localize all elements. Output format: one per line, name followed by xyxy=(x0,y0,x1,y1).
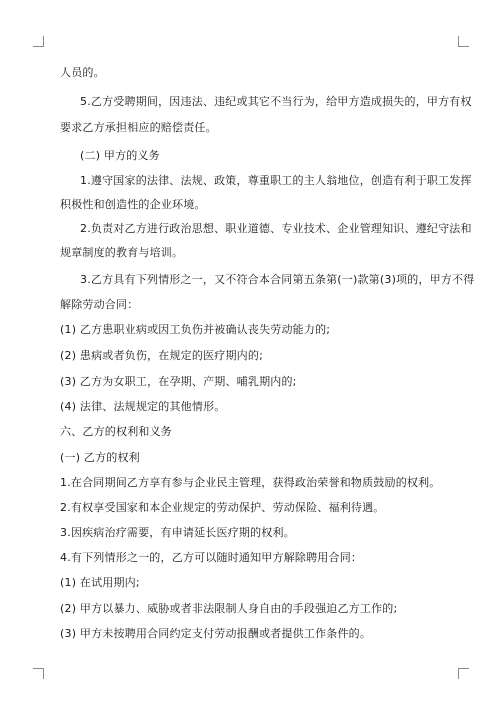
crop-mark-bottom-right xyxy=(458,668,469,679)
crop-mark-bottom-left xyxy=(33,668,44,679)
list-item: (2) 患病或者负伤，在规定的医疗期内的; xyxy=(60,349,263,362)
text-line: 要求乙方承担相应的赔偿责任。 xyxy=(60,121,217,134)
list-item: (4) 法律、法规规定的其他情形。 xyxy=(60,400,226,413)
crop-mark-top-right xyxy=(458,36,469,47)
paragraph-line: 1.遵守国家的法律、法规、政策，尊重职工的主人翁地位，创造有利于职工发挥 xyxy=(80,174,472,187)
list-item: (3) 乙方为女职工，在孕期、产期、哺乳期内的; xyxy=(60,375,297,388)
list-item: (3) 甲方未按聘用合同约定支付劳动报酬或者提供工作条件的。 xyxy=(60,627,372,640)
paragraph-line: 1.在合同期间乙方享有参与企业民主管理，获得政治荣誉和物质鼓励的权利。 xyxy=(60,476,441,489)
text-line: 规章制度的教育与培训。 xyxy=(60,246,184,259)
text-line: 积极性和创造性的企业环境。 xyxy=(60,198,206,211)
list-item: (2) 甲方以暴力、威胁或者非法限制人身自由的手段强迫乙方工作的; xyxy=(60,602,398,615)
paragraph-line: 2.负责对乙方进行政治思想、职业道德、专业技术、企业管理知识、遵纪守法和 xyxy=(80,222,472,235)
section-heading: 六、乙方的权利和义务 xyxy=(60,425,172,438)
paragraph-line: 5.乙方受聘期间，因违法、违纪或其它不当行为，给甲方造成损失的，甲方有权 xyxy=(80,95,472,108)
paragraph-line: 3.因疾病治疗需要，有申请延长医疗期的权利。 xyxy=(60,526,295,539)
paragraph-line: 4.有下列情形之一的，乙方可以随时通知甲方解除聘用合同： xyxy=(60,551,363,564)
section-heading: (二) 甲方的义务 xyxy=(80,149,160,162)
section-heading: (一) 乙方的权利 xyxy=(60,451,140,464)
list-item: (1) 乙方患职业病或因工负伤并被确认丧失劳动能力的; xyxy=(60,323,331,336)
paragraph-line: 3.乙方具有下列情形之一，又不符合本合同第五条第(一)款第(3)项的，甲方不得 xyxy=(80,273,475,286)
text-line: 人员的。 xyxy=(60,66,105,79)
paragraph-line: 2.有权享受国家和本企业规定的劳动保护、劳动保险、福利待遇。 xyxy=(60,501,385,514)
text-line: 解除劳动合同： xyxy=(60,298,139,311)
list-item: (1) 在试用期内; xyxy=(60,576,140,589)
crop-mark-top-left xyxy=(33,36,44,47)
